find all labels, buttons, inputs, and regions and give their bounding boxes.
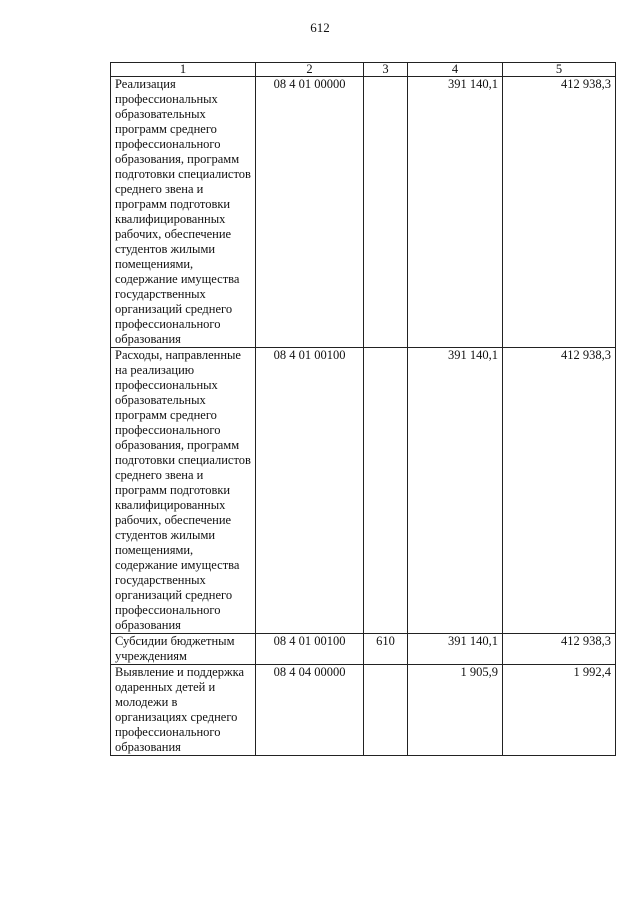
row-type: 610 (364, 634, 408, 665)
header-col-3: 3 (364, 63, 408, 77)
row-value-2: 412 938,3 (503, 634, 616, 665)
row-value-1: 1 905,9 (408, 665, 503, 756)
page-number: 612 (310, 20, 330, 35)
header-col-4: 4 (408, 63, 503, 77)
row-name: Выявление и поддержка одаренных детей и молодежи в организациях среднего профессионального образования (111, 665, 256, 756)
row-value-1: 391 140,1 (408, 348, 503, 634)
row-name: Реализация профессиональных образовательных программ среднего профессионального образования, программ подготовки специалистов среднего звена и программ подготовки квалифицированных рабочих, обеспечение студентов жилыми помещениями, содержание имущества государственных организаций среднего профессионального образования (111, 77, 256, 348)
header-row (111, 63, 616, 77)
row-value-2: 412 938,3 (503, 348, 616, 634)
row-code: 08 4 04 00000 (256, 665, 364, 756)
row-type (364, 665, 408, 756)
row-value-1: 391 140,1 (408, 634, 503, 665)
header-col-1: 1 (111, 63, 256, 77)
row-value-2: 412 938,3 (503, 77, 616, 348)
budget-table (110, 62, 616, 756)
row-code: 08 4 01 00100 (256, 348, 364, 634)
table-row (111, 665, 616, 756)
row-code: 08 4 01 00000 (256, 77, 364, 348)
row-value-1: 391 140,1 (408, 77, 503, 348)
table-row (111, 77, 616, 348)
table-row (111, 634, 616, 665)
row-name: Расходы, направленные на реализацию профессиональных образовательных программ среднего профессионального образования, программ подготовки специалистов среднего звена и программ подготовки квалифицированных рабочих, обеспечение студентов жилыми помещениями, содержание имущества государственных организаций среднего профессионального образования (111, 348, 256, 634)
row-code: 08 4 01 00100 (256, 634, 364, 665)
header-col-2: 2 (256, 63, 364, 77)
row-type (364, 77, 408, 348)
row-type (364, 348, 408, 634)
table-row (111, 348, 616, 634)
header-col-5: 5 (503, 63, 616, 77)
row-value-2: 1 992,4 (503, 665, 616, 756)
row-name: Субсидии бюджетным учреждениям (111, 634, 256, 665)
